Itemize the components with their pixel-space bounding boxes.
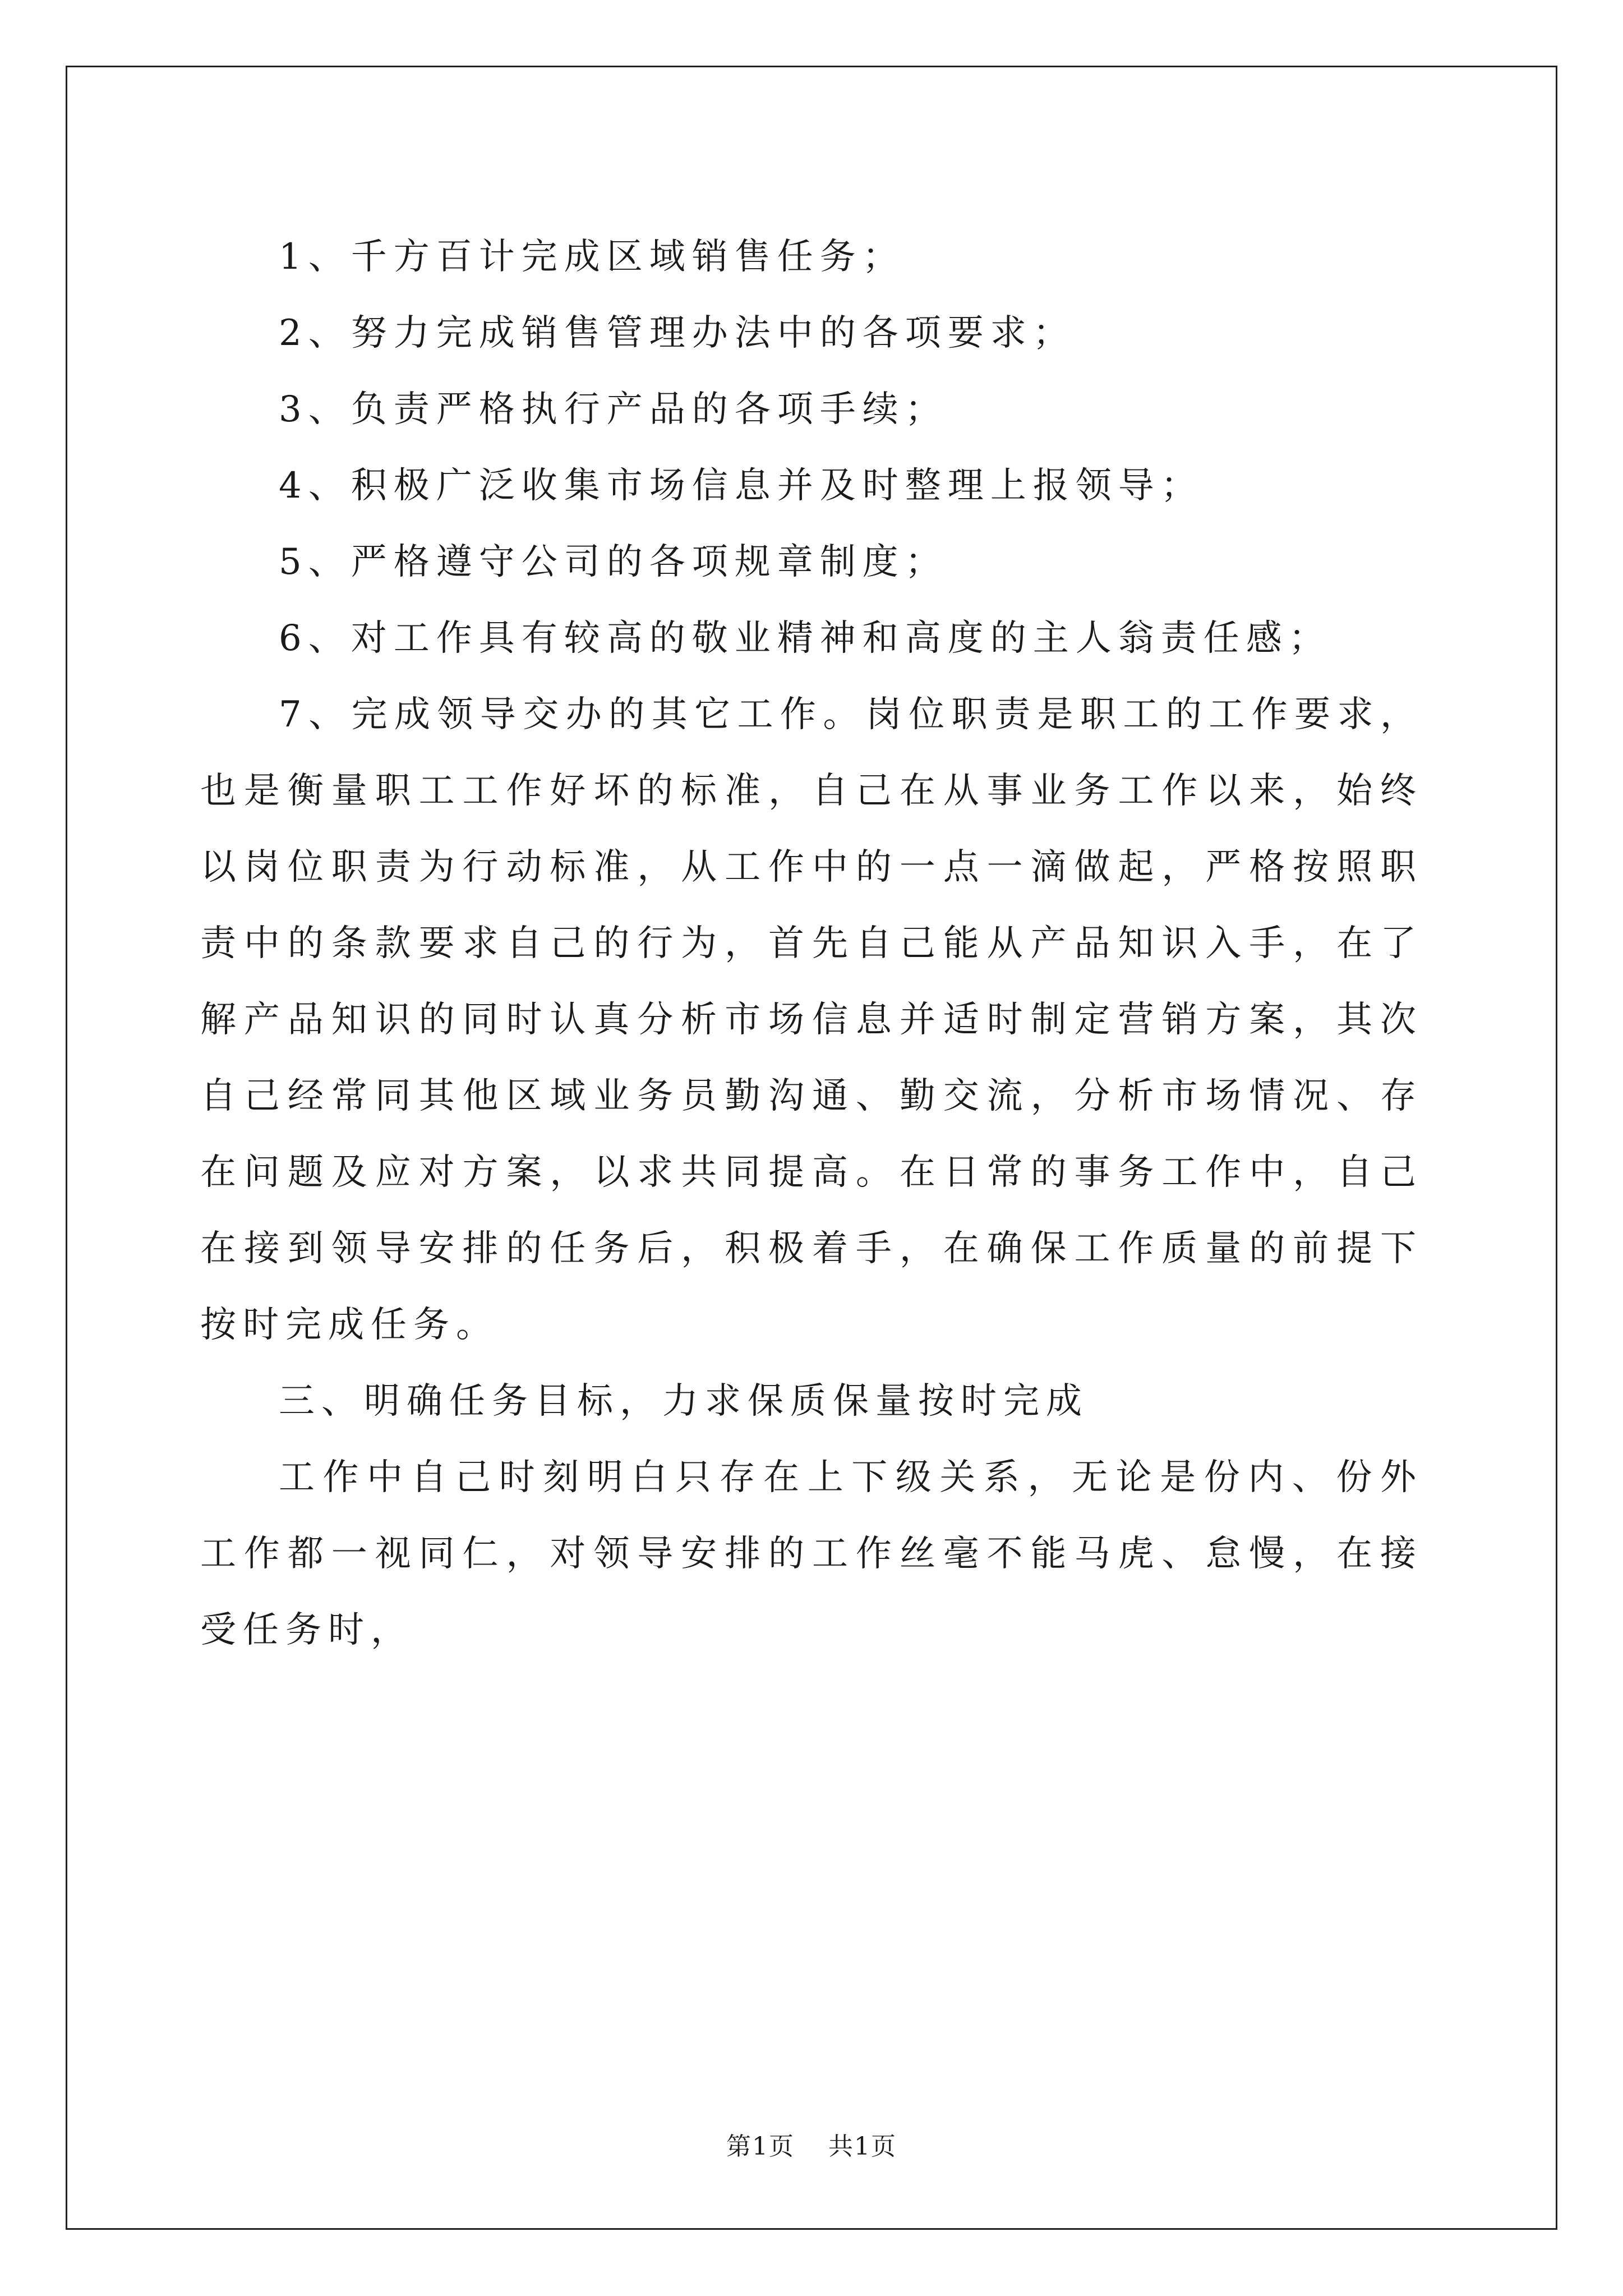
paragraph-item-1: 1、千方百计完成区域销售任务； <box>279 236 905 278</box>
paragraph-item-2: 2、努力完成销售管理办法中的各项要求； <box>279 312 1076 354</box>
paragraph-item-7: 7、完成领导交办的其它工作。岗位职责是职工的工作要求，也是衡量职工工作好坏的标准，自己在从事业务工作以来，始终以岗位职责为行动标准，从工作中的一点一滴做起，严格按照职责中的条款要求自己的行为，首先自己能从产品知识入手，在了解产品知识的同时认真分析市场信息并适时制定营销方案，其次自己经常同其他区域业务员勤沟通、勤交流，分析市场情况、存在问题及应对方案，以求共同提高。在日常的事务工作中，自己在接到领导安排的任务后，积极着手，在确保工作质量的前提下按时完成任务。 <box>200 694 1423 1346</box>
paragraph-item-3: 3、负责严格执行产品的各项手续； <box>279 389 948 430</box>
document-body <box>200 219 1423 1668</box>
paragraph-item-4: 4、积极广泛收集市场信息并及时整理上报领导； <box>279 465 1204 507</box>
page-number-total: 共1页 <box>828 2132 897 2161</box>
paragraph-item-5: 5、严格遵守公司的各项规章制度； <box>279 541 948 583</box>
page-number-current: 第1页 <box>726 2132 795 2161</box>
page-footer <box>0 2126 1623 2162</box>
section-heading: 三、明确任务目标，力求保质保量按时完成 <box>279 1381 1089 1422</box>
paragraph-item-6: 6、对工作具有较高的敬业精神和高度的主人翁责任感； <box>279 618 1331 659</box>
paragraph-body: 工作中自己时刻明白只存在上下级关系，无论是份内、份外工作都一视同仁，对领导安排的工作丝毫不能马虎、怠慢，在接受任务时， <box>200 1457 1423 1651</box>
